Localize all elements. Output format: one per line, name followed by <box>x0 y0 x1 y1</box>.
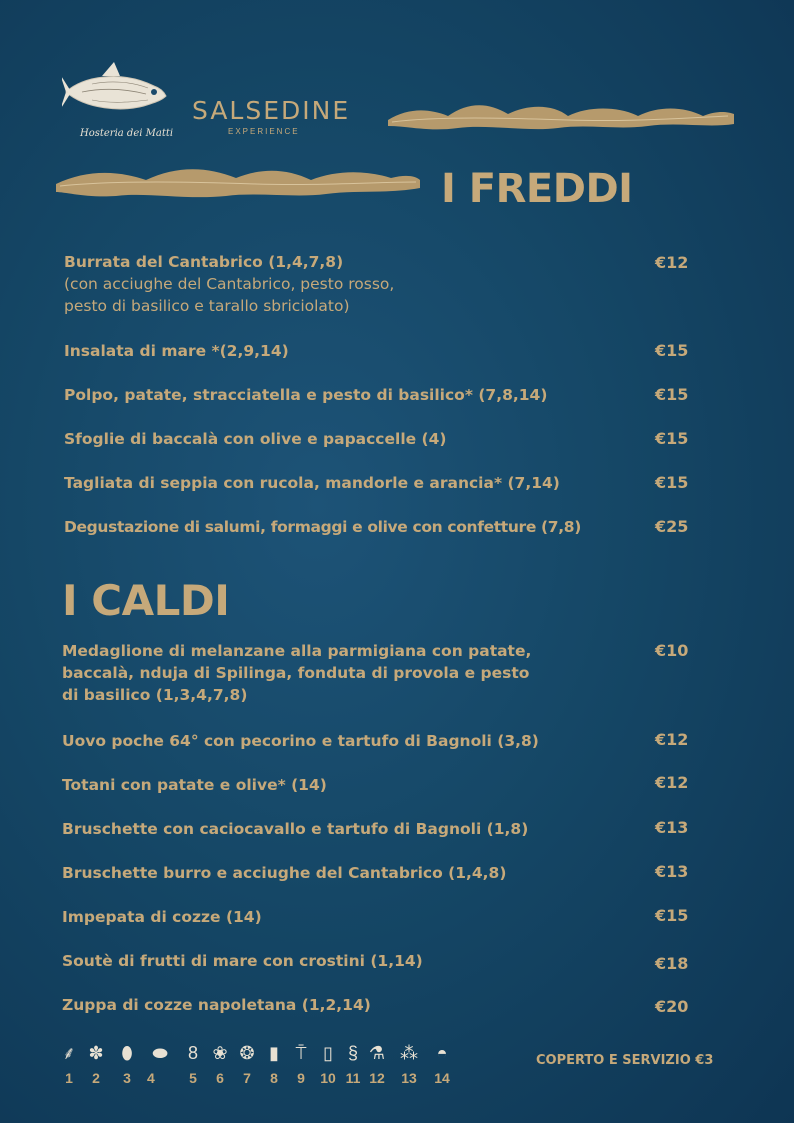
menu-item-name: Tagliata di seppia con rucola, mandorle e arancia* (7,14) <box>64 474 560 492</box>
allergen-11: § 11 <box>341 1040 365 1086</box>
allergen-9: ⍑ 9 <box>289 1040 313 1086</box>
allergen-6: ❀ 6 <box>208 1040 232 1086</box>
menu-item-name-line: Medaglione di melanzane alla parmigiana con patate, <box>62 642 532 660</box>
menu-item-name: Totani con patate e olive* (14) <box>62 776 327 794</box>
menu-item-name: Sfoglie di baccalà con olive e papaccelle (4) <box>64 430 447 448</box>
coperto-note: COPERTO E SERVIZIO €3 <box>536 1053 714 1068</box>
menu-item-price: €15 <box>655 341 689 360</box>
flask-icon: ⚗ <box>368 1043 386 1063</box>
fish-icon: ⬬ <box>152 1043 168 1063</box>
menu-item-price: €25 <box>655 517 689 536</box>
menu-item-price: €15 <box>655 429 689 448</box>
allergen-14: ◓ 14 <box>430 1040 454 1086</box>
menu-item-name-line: di basilico (1,3,4,7,8) <box>62 686 248 704</box>
fish-logo-script: Hosteria dei Matti <box>80 128 174 139</box>
soy-icon: ❀ <box>212 1043 228 1063</box>
menu-item-name: Bruschette con caciocavallo e tartufo di Bagnoli (1,8) <box>62 820 529 838</box>
menu-item-name: Soutè di frutti di mare con crostini (1,14) <box>62 952 423 970</box>
menu-item-name-line: baccalà, nduja di Spilinga, fonduta di provola e pesto <box>62 664 530 682</box>
menu-item-price: €12 <box>655 730 689 749</box>
menu-item-name: Degustazione di salumi, formaggi e olive con confetture (7,8) <box>64 518 581 536</box>
allergen-13: ⁂ 13 <box>397 1040 421 1086</box>
menu-item-name: Impepata di cozze (14) <box>62 908 262 926</box>
wave-decoration-top <box>388 98 734 134</box>
peanut-icon: 8 <box>187 1043 198 1063</box>
allergen-10: ▯ 10 <box>316 1040 340 1086</box>
allergen-12: ⚗ 12 <box>365 1040 389 1086</box>
section-title-caldi: I CALDI <box>62 576 230 625</box>
wave-decoration-left <box>56 164 420 204</box>
menu-item-price: €12 <box>655 253 689 272</box>
menu-item-price: €10 <box>655 641 689 660</box>
menu-item-name: Uovo poche 64° con pecorino e tartufo di Bagnoli (3,8) <box>62 732 539 750</box>
crab-icon: ✽ <box>88 1043 104 1063</box>
allergen-7: ❂ 7 <box>235 1040 259 1086</box>
allergen-5: 8 5 <box>181 1040 205 1086</box>
menu-item-price: €15 <box>655 473 689 492</box>
allergen-8: ▮ 8 <box>262 1040 286 1086</box>
menu-item <box>64 251 624 317</box>
menu-item-name: Bruschette burro e acciughe del Cantabrico (1,4,8) <box>62 864 507 882</box>
menu-item-price: €13 <box>655 818 689 837</box>
allergen-3: ⬮ 3 <box>115 1040 139 1086</box>
menu-item-name: Polpo, patate, stracciatella e pesto di basilico* (7,8,14) <box>64 386 548 404</box>
celery-icon: ⍑ <box>295 1043 307 1063</box>
egg-icon: ⬮ <box>121 1043 133 1063</box>
allergen-2: ✽ 2 <box>84 1040 108 1086</box>
section-title-freddi: I FREDDI <box>441 166 633 212</box>
menu-item-price: €20 <box>655 997 689 1016</box>
tuna-icon <box>62 62 172 122</box>
sesame-icon: § <box>347 1043 358 1063</box>
allergen-4: ⬬ 4 <box>143 1040 177 1086</box>
menu-item-name: Insalata di mare *(2,9,14) <box>64 342 289 360</box>
bottle-icon: ▮ <box>269 1043 279 1063</box>
menu-item-price: €13 <box>655 862 689 881</box>
brand-name: SALSEDINE <box>192 96 351 125</box>
brand-sub: EXPERIENCE <box>228 127 300 136</box>
menu-item-price: €15 <box>655 906 689 925</box>
milk-icon: ❂ <box>239 1043 255 1063</box>
wheat-icon: ⸙ <box>62 1043 76 1063</box>
menu-item-name: Zuppa di cozze napoletana (1,2,14) <box>62 996 371 1014</box>
shell-icon: ◓ <box>436 1043 448 1063</box>
menu-item <box>62 640 622 706</box>
mustard-icon: ▯ <box>323 1043 333 1063</box>
menu-item-name: Burrata del Cantabrico (1,4,7,8) <box>64 253 344 271</box>
menu-item-price: €18 <box>655 954 689 973</box>
menu-item-desc: (con acciughe del Cantabrico, pesto rosso, <box>64 275 395 293</box>
menu-item-price: €15 <box>655 385 689 404</box>
allergen-1: ⸙ 1 <box>57 1040 81 1086</box>
menu-item-desc: pesto di basilico e tarallo sbriciolato) <box>64 297 350 315</box>
menu-item-price: €12 <box>655 773 689 792</box>
lupin-icon: ⁂ <box>400 1043 418 1063</box>
